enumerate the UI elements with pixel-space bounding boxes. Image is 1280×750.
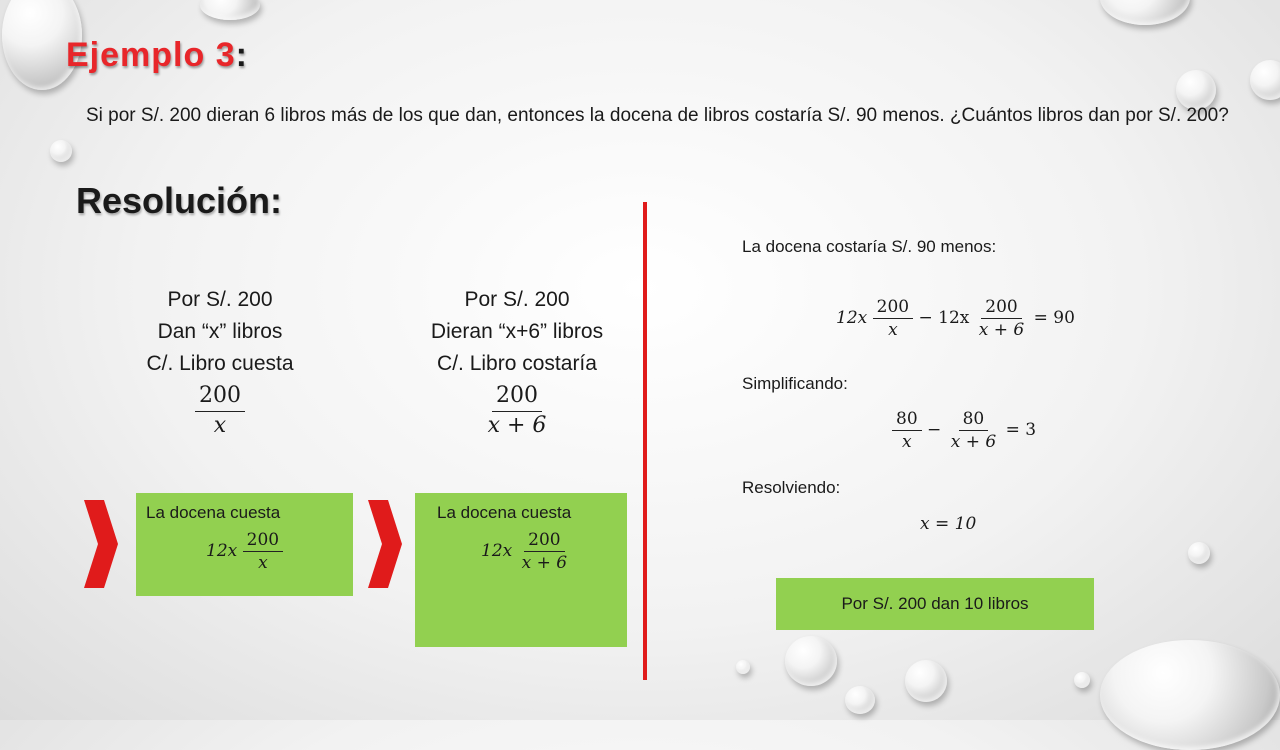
title-colon: : xyxy=(235,36,248,74)
dozen-cost-label: La docena cuesta xyxy=(146,503,281,522)
right-frac-num: 200 xyxy=(492,382,542,412)
right-frac-den: x + 6 xyxy=(487,412,547,438)
water-drop-decoration xyxy=(1074,672,1090,688)
water-drop-decoration xyxy=(200,0,260,20)
left-case-price-fraction xyxy=(120,382,320,440)
arrow-right-icon xyxy=(368,500,402,588)
left-case-line2: Dan “x” libros xyxy=(157,320,283,343)
resolution-heading: Resolución: xyxy=(76,180,283,221)
dozen-cost-label: La docena cuesta xyxy=(437,503,572,522)
left-case-line1: Por S/. 200 xyxy=(167,288,273,311)
coef: 12x xyxy=(206,541,238,562)
dozen-cost-box-right xyxy=(415,493,627,647)
water-drop-decoration xyxy=(905,660,947,702)
eq1-rhs: = 90 xyxy=(1033,308,1075,329)
frac-den: x + 6 xyxy=(521,553,568,574)
left-frac-den: x xyxy=(213,412,227,438)
answer-box xyxy=(776,578,1094,630)
right-case-line1: Por S/. 200 xyxy=(464,288,570,311)
water-drop-decoration xyxy=(845,686,875,714)
vertical-divider xyxy=(643,202,647,680)
solution-intro: La docena costaría S/. 90 menos: xyxy=(742,237,997,256)
water-drop-decoration xyxy=(1250,60,1280,100)
simplify-label: Simplificando: xyxy=(742,374,848,393)
eq1-num1: 200 xyxy=(873,296,913,319)
problem-statement: Si por S/. 200 dieran 6 libros más de los que dan, entonces la docena de libros costaría S/. 90 menos. ¿Cuántos libros dan por S/. 200? xyxy=(86,105,1229,126)
left-case xyxy=(120,284,320,440)
eq2-minus: − xyxy=(927,420,942,441)
eq2-den2: x + 6 xyxy=(950,432,997,453)
water-drop-decoration xyxy=(1188,542,1210,564)
water-drop-decoration xyxy=(736,660,750,674)
eq1-den2: x + 6 xyxy=(978,320,1025,341)
coef: 12x xyxy=(481,541,513,562)
eq1-minus: − 12x xyxy=(918,308,970,329)
frac-num: 200 xyxy=(243,529,283,552)
equation-3: x = 10 xyxy=(920,514,977,534)
right-case-line3: C/. Libro costaría xyxy=(437,352,597,375)
title-text: Ejemplo 3 xyxy=(66,36,236,74)
frac-den: x xyxy=(258,553,268,574)
water-drop-decoration xyxy=(1100,640,1280,750)
eq1-coef: 12x xyxy=(836,308,868,329)
slide-title xyxy=(66,36,248,75)
eq2-rhs: = 3 xyxy=(1005,420,1037,441)
eq2-num1: 80 xyxy=(892,408,922,431)
dozen-cost-expression xyxy=(481,529,571,574)
water-drop-decoration xyxy=(50,140,72,162)
answer-text: Por S/. 200 dan 10 libros xyxy=(841,594,1029,613)
water-drop-decoration xyxy=(1100,0,1190,25)
frac-num: 200 xyxy=(524,529,564,552)
water-drop-decoration xyxy=(785,636,837,686)
equation-2 xyxy=(892,408,1036,453)
solve-label: Resolviendo: xyxy=(742,478,841,497)
arrow-right-icon xyxy=(84,500,118,588)
eq2-num2: 80 xyxy=(959,408,989,431)
eq2-den1: x xyxy=(902,432,912,453)
eq1-num2: 200 xyxy=(981,296,1021,319)
right-case xyxy=(402,284,632,440)
left-case-line3: C/. Libro cuesta xyxy=(146,352,294,375)
dozen-cost-box-left xyxy=(136,493,353,596)
dozen-cost-expression xyxy=(206,529,283,574)
eq1-den1: x xyxy=(888,320,898,341)
right-case-line2: Dieran “x+6” libros xyxy=(430,320,604,343)
left-frac-num: 200 xyxy=(195,382,245,412)
equation-1 xyxy=(836,296,1075,341)
right-case-price-fraction xyxy=(402,382,632,440)
